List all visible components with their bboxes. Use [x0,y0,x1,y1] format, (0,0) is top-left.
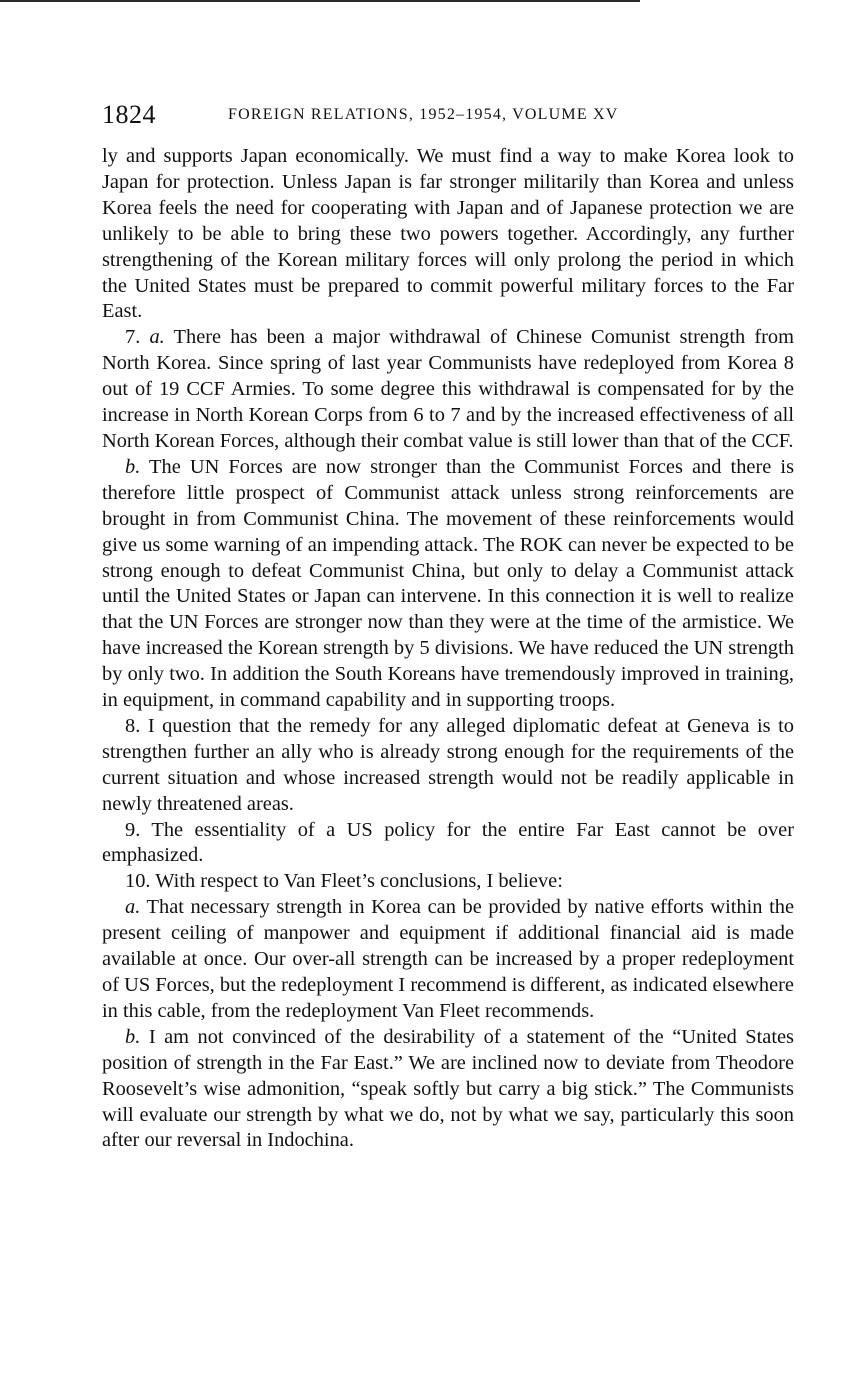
paragraph-10a [102,895,794,1025]
page [102,96,794,1154]
paragraph-number: 9. [125,818,141,841]
paragraph-sublabel: a. [149,326,165,349]
paragraph-number: 7. [125,326,141,349]
paragraph-text: The essentiality of a US policy for the entire Far East cannot be over emphasized. [102,818,795,867]
paragraph-text: The UN Forces are now stronger than the Communist Forces and there is therefore little prospect of Communist attack unless strong reinforcements are brought in from Communist China. The movement of these reinforcements would give us some warning of an impending attack. The ROK can never be expected to be strong enough to defeat Communist China, but only to delay a Communist attack until the United States or Japan can intervene. In this connection it is well to realize that the UN Forces are stronger now than they were at the time of the armistice. We have increased the Korean strength by 5 divisions. We have reduced the UN strength by only two. In addition the South Koreans have tremendously improved in training, in equipment, in command capability and in supporting troops. [102,455,795,712]
paragraph-text: With respect to Van Fleet’s conclusions, I believe: [155,870,563,893]
paragraph-sublabel: a. [125,896,141,919]
paragraph-10 [102,869,794,895]
paragraph-text: ly and supports Japan economically. We must find a way to make Korea look to Japan for protection. Unless Japan is far stronger militarily than Korea and unless Korea feels the need for cooperating with Japan and of Japanese protection we are unlikely to be able to bring these two powers together. Accordingly, any further strengthening of the Korean military forces will only prolong the period in which the United States must be prepared to commit powerful military forces to the Far East. [102,145,794,323]
paragraph-number: 10. [125,870,151,893]
paragraph-text: That necessary strength in Korea can be provided by native efforts within the present ceiling of manpower and equipment if additional financial aid is made available at once. Our over-all strength can be increased by a proper redeployment of US Forces, but the redeployment I recommend is different, as indicated elsewhere in this cable, from the redeployment Van Fleet recommends. [102,896,794,1022]
paragraph-10b [102,1025,794,1155]
running-head: FOREIGN RELATIONS, 1952–1954, VOLUME XV [228,106,619,123]
paragraph-7a [102,325,794,455]
top-rule [0,0,640,2]
paragraph-8 [102,714,794,818]
paragraph-text: I question that the remedy for any alleged diplomatic defeat at Geneva is to strengthen further an ally who is already strong enough for the requirements of the current situation and whose increased strength would not be readily applicable in newly threatened areas. [102,714,794,815]
paragraph-7b [102,455,794,714]
paragraph-continuation [102,144,794,325]
paragraph-9 [102,818,794,870]
paragraph-text: There has been a major withdrawal of Chinese Comunist strength from North Korea. Since spring of last year Communists have redeployed from Korea 8 out of 19 CCF Armies. To some degree this withdrawal is compensated for by the increase in North Korean Corps from 6 to 7 and by the increased effectiveness of all North Korean Forces, although their combat value is still lower than that of the CCF. [102,326,794,452]
paragraph-sublabel: b. [125,455,141,478]
paragraph-sublabel: b. [125,1025,141,1048]
body-text [102,144,794,1154]
paragraph-number: 8. [125,714,141,737]
page-number: 1824 [102,100,156,129]
paragraph-text: I am not convinced of the desirability of a statement of the “United States position of strength in the Far East.” We are inclined now to deviate from Theodore Roosevelt’s wise admonition, “speak softly but carry a big stick.” The Communists will evaluate our strength by what we do, not by what we say, particularly this soon after our reversal in Indochina. [102,1025,794,1152]
page-header [102,96,794,136]
